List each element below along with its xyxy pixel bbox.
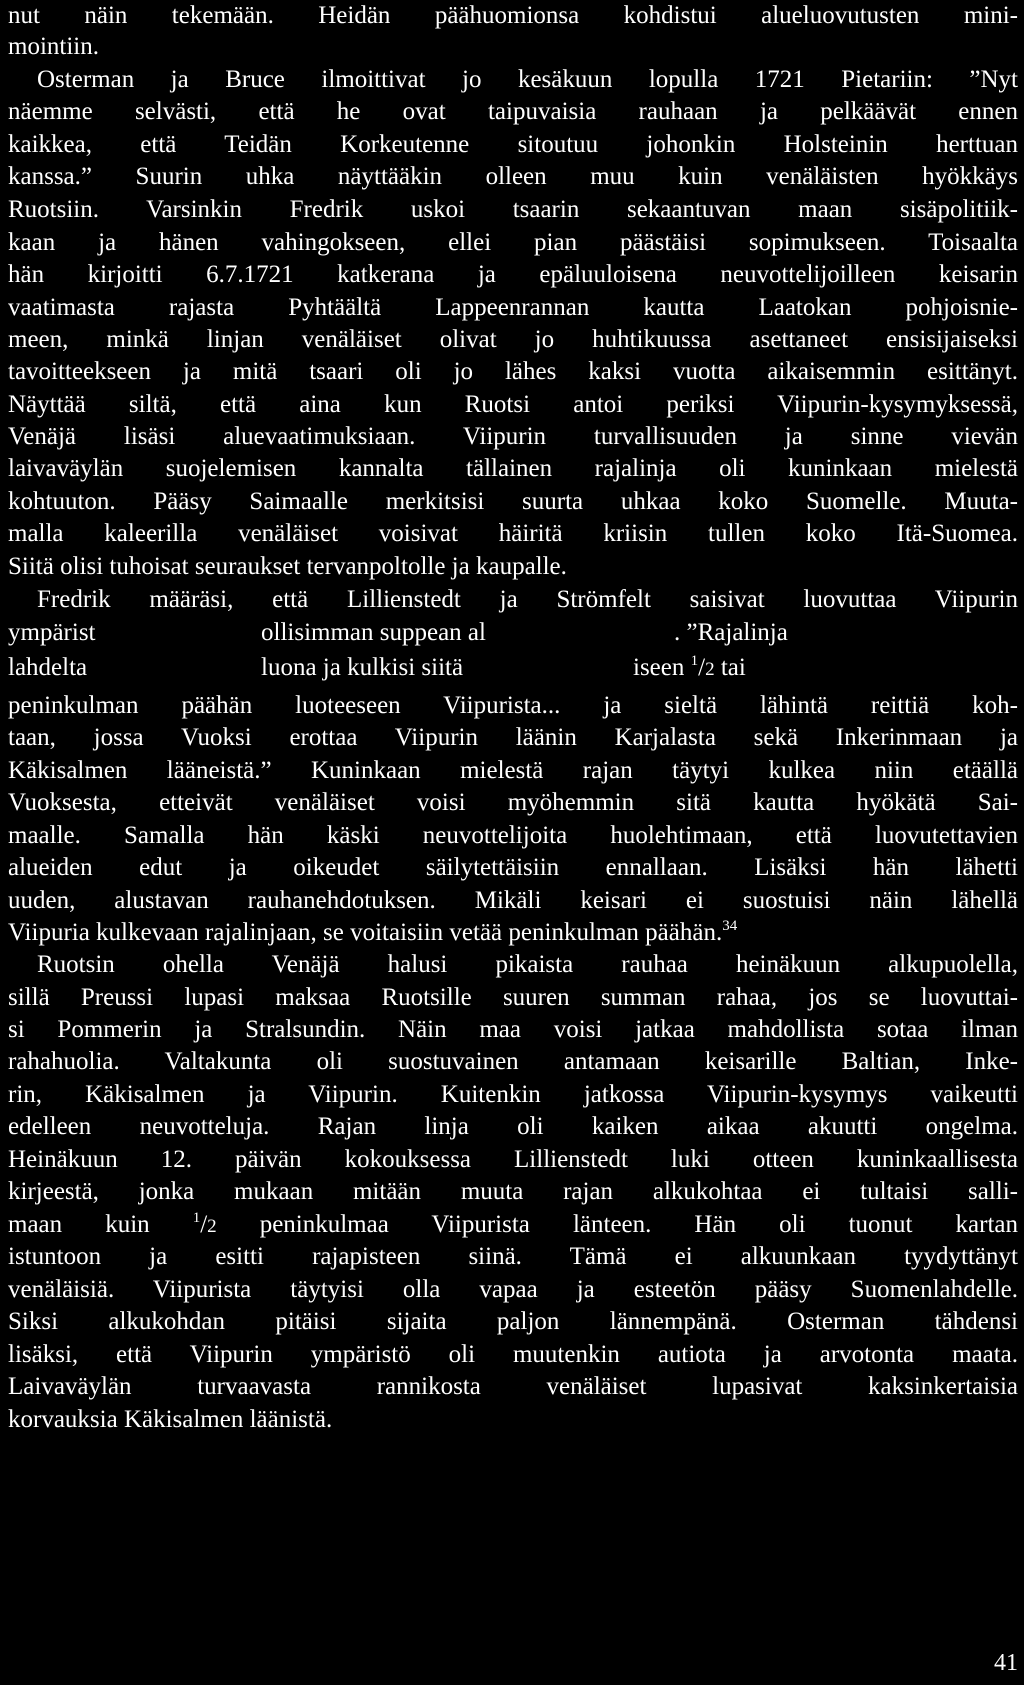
text-fragment: lahdelta: [8, 654, 88, 681]
text-line: edelleen neuvotteluja. Rajan linja oli kaiken aikaa akuutti ongelma.: [8, 1113, 1018, 1140]
text-line: kirjeestä, jonka mukaan mitään muuta rajan alkukohtaa ei tultaisi salli-: [8, 1178, 1018, 1205]
text-line: si Pommerin ja Stralsundin. Näin maa voisi jatkaa mahdollista sotaa ilman: [8, 1016, 1018, 1043]
text-line: Osterman ja Bruce ilmoittivat jo kesäkuun lopulla 1721 Pietariin: ”Nyt: [37, 66, 1018, 93]
text-line: Venäjä lisäsi aluevaatimuksiaan. Viipurin turvallisuuden ja sinne vievän: [8, 423, 1018, 450]
text-line: venäläisiä. Viipurista täytyisi olla vapaa ja esteetön pääsy Suomenlahdelle.: [8, 1276, 1018, 1303]
text-fragment: maan kuin: [8, 1211, 193, 1238]
text-line: maalle. Samalla hän käski neuvottelijoita huolehtimaan, että luovutettavien: [8, 822, 1018, 849]
text-line: hän kirjoitti 6.7.1721 katkerana ja epäluuloisena neuvottelijoilleen keisarin: [8, 261, 1018, 288]
text-line: kaikkea, että Teidän Korkeutenne sitoutuu johonkin Holsteinin herttuan: [8, 131, 1018, 158]
fraction-numerator: 1: [192, 1210, 201, 1226]
text-fragment: ollisimman suppean al: [261, 619, 486, 646]
text-fragment: peninkulmaa Viipurista länteen. Hän oli tuonut kartan: [216, 1211, 1018, 1238]
text-line: peninkulman päähän luoteeseen Viipurista... ja sieltä lähintä reittiä koh-: [8, 692, 1018, 719]
text-line: alueiden edut ja oikeudet säilytettäisiin ennallaan. Lisäksi hän lähetti: [8, 854, 1018, 881]
text-line: Näyttää siltä, että aina kun Ruotsi antoi periksi Viipurin-kysymyksessä,: [8, 391, 1018, 418]
text-fragment: iseen: [633, 654, 691, 681]
text-line: uuden, alustavan rauhanehdotuksen. Mikäli keisari ei suostuisi näin lähellä: [8, 887, 1018, 914]
text-line: [8, 917, 1018, 948]
text-line: Siitä olisi tuhoisat seuraukset tervanpoltolle ja kaupalle.: [8, 553, 567, 580]
text-line: maan kuin $^1$/2 peninkulmaa Viipurista länteen. Hän oli tuonut kartan: [8, 1210, 1018, 1238]
text-line: Ruotsin ohella Venäjä halusi pikaista rauhaa heinäkuun alkupuolella,: [37, 951, 1018, 978]
text-line: taan, jossa Vuoksi erottaa Viipurin läänin Karjalasta sekä Inkerinmaan ja: [8, 724, 1018, 751]
text-fragment: Viipuria kulkevaan rajalinjaan, se voitaisiin vetää peninkulman päähän.: [8, 919, 723, 946]
text-fragment: luona ja kulkisi siitä: [261, 654, 464, 681]
text-line: näemme selvästi, että he ovat taipuvaisia rauhaan ja pelkäävät ennen: [8, 98, 1018, 125]
text-line: laivaväylän suojelemisen kannalta tällainen rajalinja oli kuninkaan mielestä: [8, 455, 1018, 482]
text-line: rahahuolia. Valtakunta oli suostuvainen antamaan keisarille Baltian, Inke-: [8, 1048, 1018, 1075]
text-line: tavoitteekseen ja mitä tsaari oli jo lähes kaksi vuotta aikaisemmin esittänyt.: [8, 358, 1018, 385]
text-fragment: ympärist: [8, 619, 96, 646]
text-line: Ruotsiin. Varsinkin Fredrik uskoi tsaarin sekaantuvan maan sisäpolitiik-: [8, 196, 1018, 223]
text-line: mointiin.: [8, 33, 99, 60]
page-number: 41: [994, 1650, 1018, 1676]
text-line: kohtuuton. Pääsy Saimaalle merkitsisi suurta uhkaa koko Suomelle. Muuta-: [8, 488, 1018, 515]
text-line: Laivaväylän turvaavasta rannikosta venäläiset lupasivat kaksinkertaisia: [8, 1373, 1018, 1400]
text-line: istuntoon ja esitti rajapisteen siinä. Tämä ei alkuunkaan tyydyttänyt: [8, 1243, 1018, 1270]
text-line: vaatimasta rajasta Pyhtäältä Lappeenrannan kautta Laatokan pohjoisnie-: [8, 294, 1018, 321]
text-fragment: . ”Rajalinja: [674, 619, 788, 646]
fraction-denominator: 2: [207, 1216, 217, 1237]
text-line: Vuoksesta, etteivät venäläiset voisi myöhemmin sitä kautta hyökätä Sai-: [8, 789, 1018, 816]
text-line: rin, Käkisalmen ja Viipurin. Kuitenkin jatkossa Viipurin-kysymys vaikeutti: [8, 1081, 1018, 1108]
text-line: sillä Preussi lupasi maksaa Ruotsille suuren summan rahaa, jos se luovuttai-: [8, 984, 1018, 1011]
text-line: meen, minkä linjan venäläiset olivat jo huhtikuussa asettaneet ensisijaiseksi: [8, 326, 1018, 353]
text-fragment: iseen $^1$/2 tai: [633, 653, 746, 681]
footnote-reference: 34: [722, 918, 738, 934]
text-line: Heinäkuun 12. päivän kokouksessa Lillienstedt luki otteen kuninkaallisesta: [8, 1146, 1018, 1173]
book-page: [8, 0, 1020, 1685]
text-line: Käkisalmen lääneistä.” Kuninkaan mielestä rajan täytyi kulkea niin etäällä: [8, 757, 1018, 784]
fraction-numerator: 1: [690, 653, 699, 669]
text-line: malla kaleerilla venäläiset voisivat häiritä kriisin tullen koko Itä-Suomea.: [8, 520, 1018, 547]
text-fragment: tai: [714, 654, 746, 681]
text-line: kaan ja hänen vahingokseen, ellei pian päästäisi sopimukseen. Toisaalta: [8, 229, 1018, 256]
text-line: lisäksi, että Viipurin ympäristö oli muutenkin autiota ja arvotonta maata.: [8, 1341, 1018, 1368]
text-line: kanssa.” Suurin uhka näyttääkin olleen muu kuin venäläisten hyökkäys: [8, 163, 1018, 190]
text-line: Siksi alkukohdan pitäisi sijaita paljon lännempänä. Osterman tähdensi: [8, 1308, 1018, 1335]
text-line: Fredrik määräsi, että Lillienstedt ja Strömfelt saisivat luovuttaa Viipurin: [37, 586, 1018, 613]
text-line: korvauksia Käkisalmen läänistä.: [8, 1406, 333, 1433]
text-line: nut näin tekemään. Heidän päähuomionsa kohdistui alueluovutusten mini-: [8, 2, 1018, 29]
fraction-denominator: 2: [705, 659, 715, 680]
